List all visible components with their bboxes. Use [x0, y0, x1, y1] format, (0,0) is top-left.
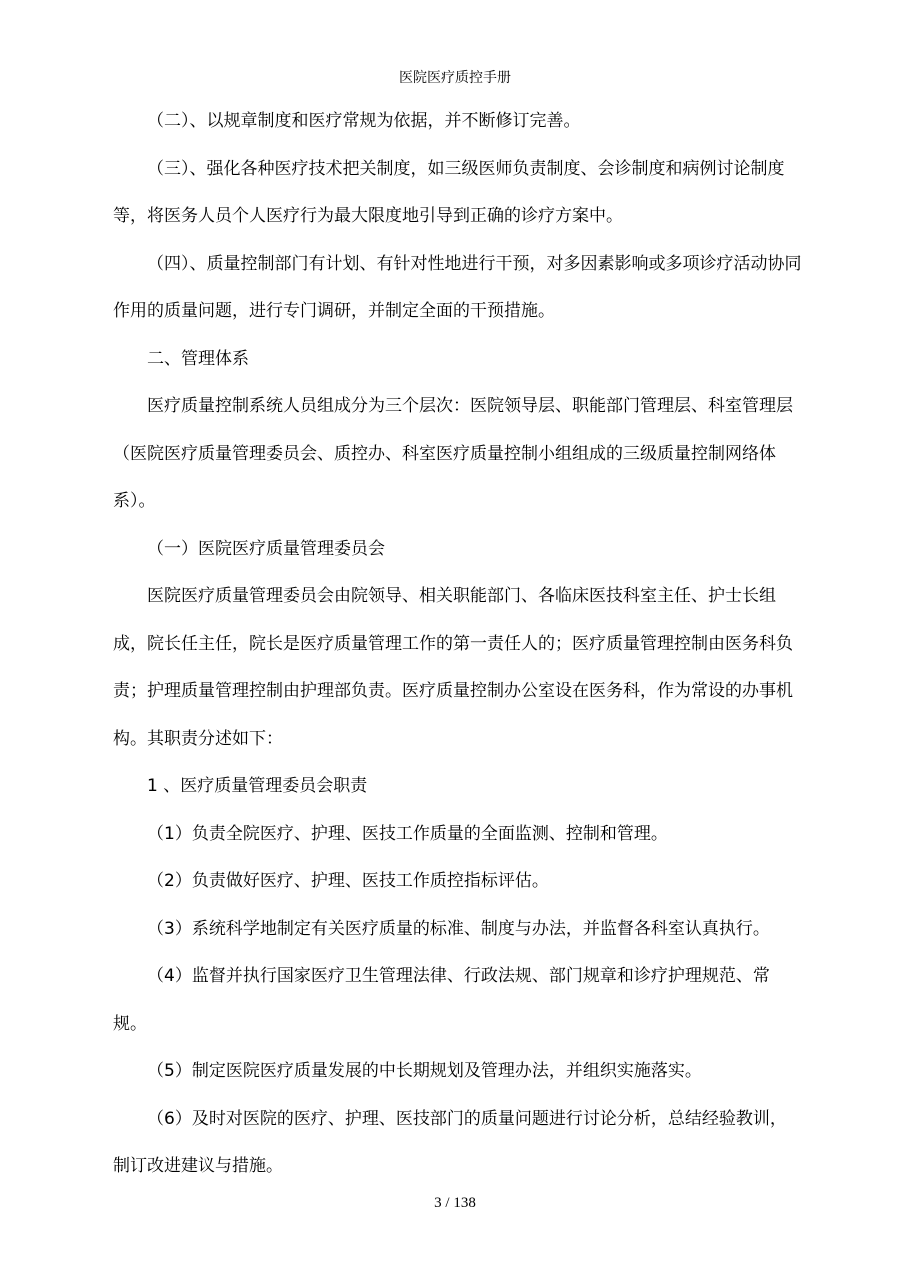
paragraph-system-levels: 医疗质量控制系统人员组成分为三个层次：医院领导层、职能部门管理层、科室管理层（医院医疗质量管理委员会、质控办、科室医疗质量控制小组组成的三级质量控制网络体系）。: [113, 396, 793, 511]
paragraph-section-2: （二）、以规章制度和医疗常规为依据，并不断修订完善。: [147, 111, 581, 131]
duty-item-1: （1）负责全院医疗、护理、医技工作质量的全面监测、控制和管理。: [147, 823, 668, 844]
page-header-title: 医院医疗质控手册: [399, 70, 511, 86]
duty-item-3: （3）系统科学地制定有关医疗质量的标准、制度与办法，并监督各科室认真执行。: [147, 918, 770, 939]
page-number: 3 / 138: [434, 1195, 476, 1211]
paragraph-committee-composition: 医院医疗质量管理委员会由院领导、相关职能部门、各临床医技科室主任、护士长组成，院长任主任，院长是医疗质量管理工作的第一责任人的；医疗质量管理控制由医务科负责；护理质量管理控制由护理部负责。医疗质量控制办公室设在医务科，作为常设的办事机构。其职责分述如下：: [113, 586, 793, 749]
heading-management-system: 二、管理体系: [147, 348, 249, 369]
duty-item-2: （2）负责做好医疗、护理、医技工作质控指标评估。: [147, 871, 549, 891]
heading-committee-duties: 1 、医疗质量管理委员会职责: [147, 776, 368, 796]
duty-item-6: （6）及时对医院的医疗、护理、医技部门的质量问题进行讨论分析，总结经验教训，制订改进建议与措施。: [113, 1108, 787, 1176]
paragraph-section-4: （四）、质量控制部门有计划、有针对性地进行干预，对多因素影响或多项诊疗活动协同作用的质量问题，进行专门调研，并制定全面的干预措施。: [113, 253, 802, 321]
duty-item-4: （4）监督并执行国家医疗卫生管理法律、行政法规、部门规章和诊疗护理规范、常规。: [113, 966, 770, 1034]
heading-quality-committee: （一）医院医疗质量管理委员会: [147, 538, 385, 559]
duty-item-5: （5）制定医院医疗质量发展的中长期规划及管理办法，并组织实施落实。: [147, 1061, 702, 1081]
paragraph-section-3: （三）、强化各种医疗技术把关制度，如三级医师负责制度、会诊制度和病例讨论制度等，将医务人员个人医疗行为最大限度地引导到正确的诊疗方案中。: [113, 158, 785, 226]
document-body: [113, 98, 803, 1191]
